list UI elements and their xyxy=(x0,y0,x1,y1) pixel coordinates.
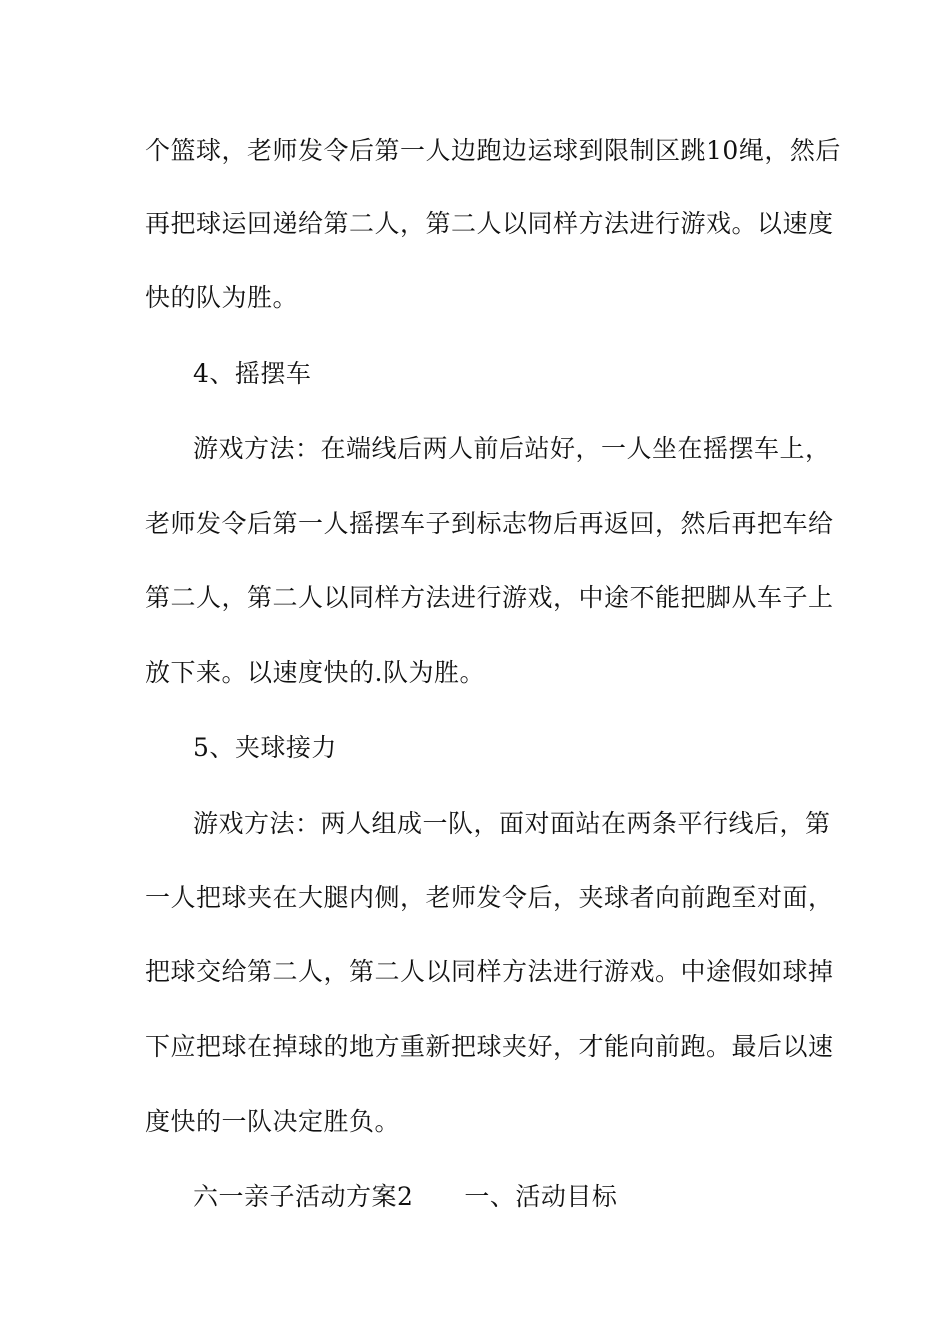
text-line-7: 第二人，第二人以同样方法进行游戏，中途不能把脚从车子上 xyxy=(145,583,834,612)
section-heading-4: 4、摇摆车 xyxy=(193,359,312,388)
text-line-12: 把球交给第二人，第二人以同样方法进行游戏。中途假如球掉 xyxy=(145,957,834,986)
text-line-6: 老师发令后第一人摇摆车子到标志物后再返回，然后再把车给 xyxy=(145,509,834,538)
text-line-13: 下应把球在掉球的地方重新把球夹好，才能向前跑。最后以速 xyxy=(145,1032,834,1061)
text-line-5: 游戏方法：在端线后两人前后站好，一人坐在摇摆车上， xyxy=(193,434,831,463)
text-line-1: 个篮球，老师发令后第一人边跑边运球到限制区跳10绳，然后 xyxy=(145,136,841,165)
section-heading-5: 5、夹球接力 xyxy=(193,733,337,762)
text-line-14: 度快的一队决定胜负。 xyxy=(145,1107,401,1136)
section-heading-plan-2: 六一亲子活动方案2 一、活动目标 xyxy=(193,1182,618,1211)
text-line-10: 游戏方法：两人组成一队，面对面站在两条平行线后，第 xyxy=(193,809,831,838)
text-line-11: 一人把球夹在大腿内侧，老师发令后，夹球者向前跑至对面， xyxy=(145,883,834,912)
text-line-2: 再把球运回递给第二人，第二人以同样方法进行游戏。以速度 xyxy=(145,209,834,238)
text-line-8: 放下来。以速度快的.队为胜。 xyxy=(145,658,485,687)
text-line-3: 快的队为胜。 xyxy=(145,283,299,312)
